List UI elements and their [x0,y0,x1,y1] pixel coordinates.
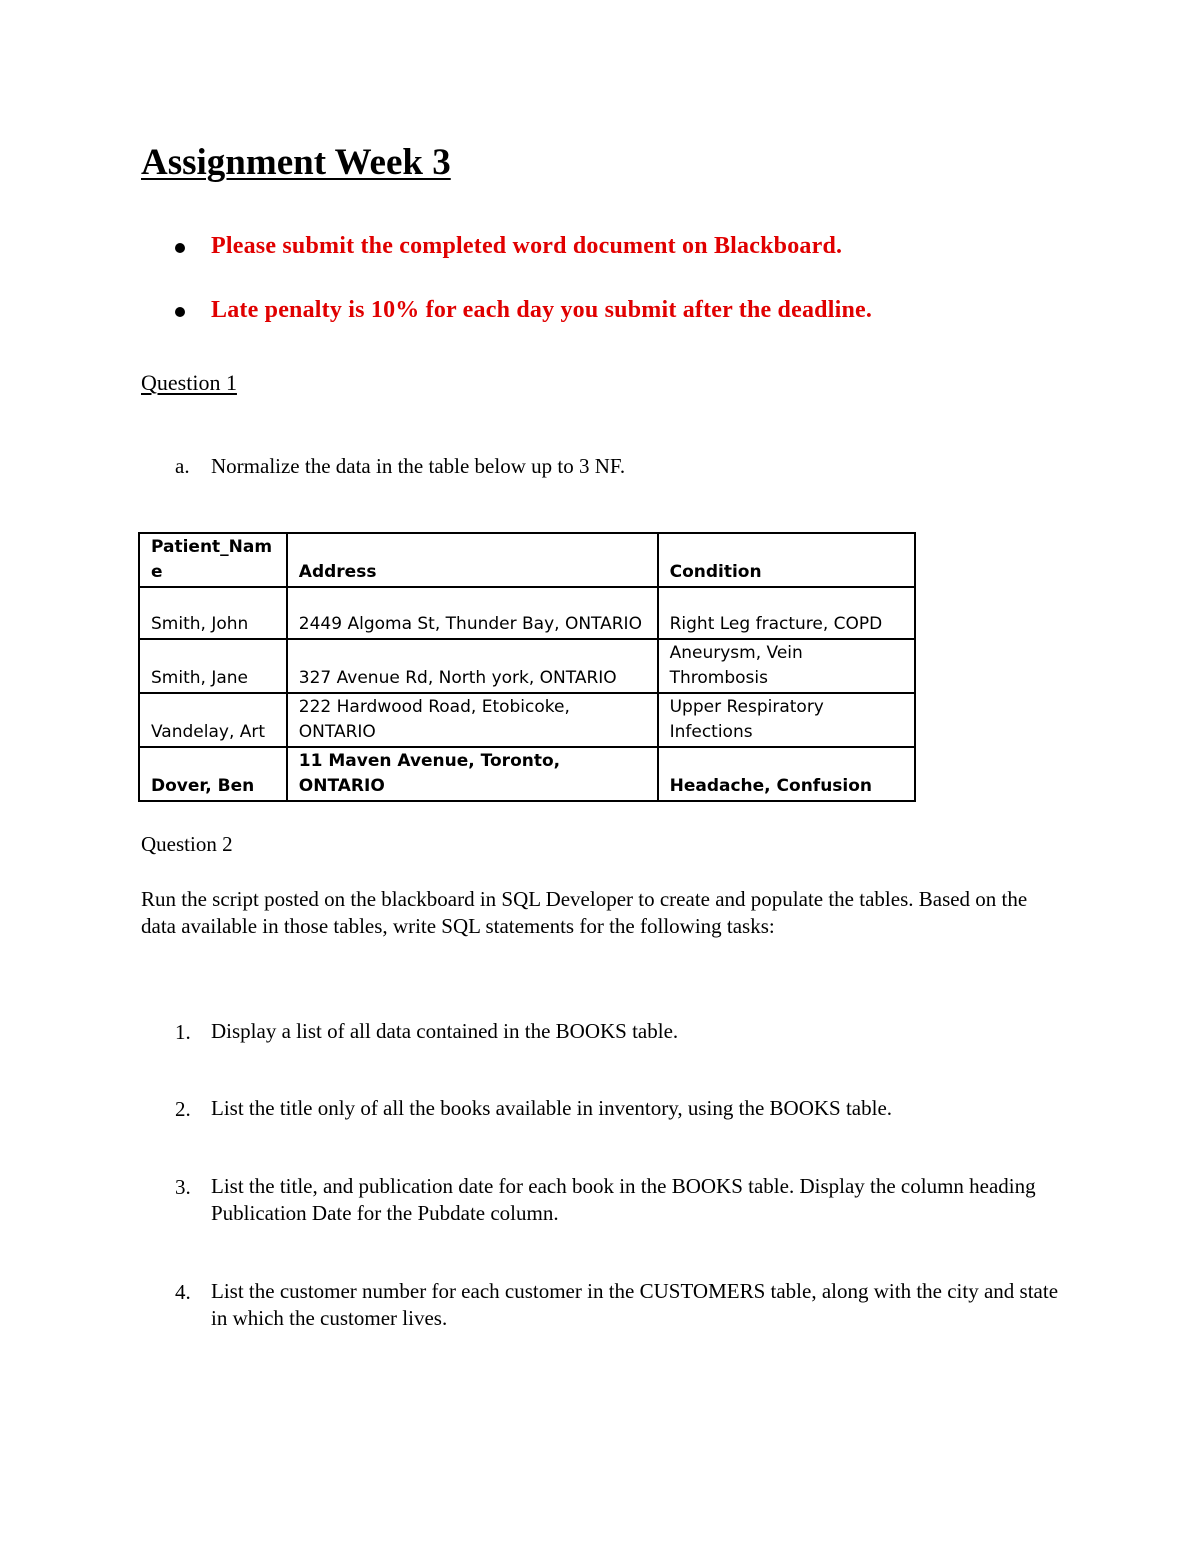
question-2-heading: Question 2 [141,832,233,856]
list-marker: 2. [175,1097,191,1121]
table-header-row [139,533,915,587]
table-row [139,639,915,693]
table-row [139,747,915,801]
table-cell: Smith, John [139,587,287,639]
list-marker: 1. [175,1020,191,1044]
table-cell: Smith, Jane [139,639,287,693]
table-cell: Headache, Confusion [658,747,915,801]
column-header-condition: Condition [658,533,915,587]
bullet-icon [175,307,185,317]
question-2-intro: Run the script posted on the blackboard in SQL Developer to create and populate the tables. Based on the data available in those tables, write SQL statements for the following tasks: [141,887,1028,938]
notice-submission: Please submit the completed word document on Blackboard. [211,233,843,259]
table-cell: 327 Avenue Rd, North york, ONTARIO [287,639,658,693]
list-marker: a. [175,454,190,478]
table-cell: 222 Hardwood Road, Etobicoke, ONTARIO [287,693,658,747]
list-marker: 4. [175,1280,191,1304]
question-1-heading: Question 1 [141,370,237,395]
bullet-icon [175,243,185,253]
document-title: Assignment Week 3 [141,142,451,183]
table-cell: Aneurysm, Vein Thrombosis [658,639,915,693]
list-marker: 3. [175,1175,191,1199]
table-cell: 11 Maven Avenue, Toronto, ONTARIO [287,747,658,801]
table-cell: Vandelay, Art [139,693,287,747]
table-cell: Right Leg fracture, COPD [658,587,915,639]
patient-table [138,532,916,802]
table-cell: Upper Respiratory Infections [658,693,915,747]
task-item-2: List the title only of all the books available in inventory, using the BOOKS table. [211,1096,893,1120]
task-item-4: List the customer number for each customer in the CUSTOMERS table, along with the city and state in which the customer lives. [211,1279,1059,1330]
table-row [139,587,915,639]
table-cell: 2449 Algoma St, Thunder Bay, ONTARIO [287,587,658,639]
question-1-task: Normalize the data in the table below up to 3 NF. [211,454,626,478]
column-header-address: Address [287,533,658,587]
notice-late-penalty: Late penalty is 10% for each day you submit after the deadline. [211,297,873,323]
task-item-3: List the title, and publication date for each book in the BOOKS table. Display the column heading Publication Date for the Pubdate column. [211,1174,1036,1225]
table-cell: Dover, Ben [139,747,287,801]
column-header-patient-name: Patient_Name [139,533,287,587]
task-item-1: Display a list of all data contained in the BOOKS table. [211,1019,679,1043]
table-row [139,693,915,747]
